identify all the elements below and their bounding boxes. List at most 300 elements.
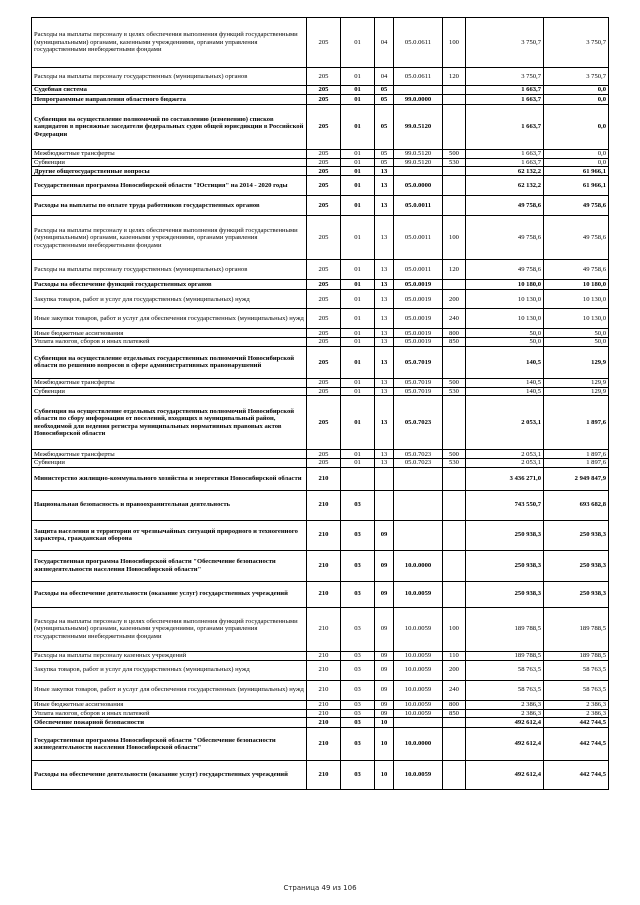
- cell-amount-approved: 492 612,4: [466, 728, 544, 761]
- cell-amount-executed: 250 938,3: [544, 581, 609, 607]
- cell-name: Межбюджетные трансферты: [32, 450, 307, 459]
- cell-name: Расходы на выплаты персоналу в целях обеспечения выполнения функций государственными (муниципальными) органами, казенными учреждениями, органами управления государственными внебюджетными фондами: [32, 607, 307, 651]
- table-row: [32, 86, 609, 95]
- cell-grbs: 210: [307, 581, 341, 607]
- cell-subsection: 09: [375, 709, 394, 717]
- cell-expense-type: [443, 280, 466, 290]
- cell-target-article: 99.0.5120: [394, 159, 443, 167]
- cell-name: Закупка товаров, работ и услуг для государственных (муниципальных) нужд: [32, 290, 307, 309]
- cell-target-article: 05.0.0019: [394, 290, 443, 309]
- cell-target-article: 99.0.5120: [394, 150, 443, 159]
- table-row: [32, 520, 609, 550]
- cell-expense-type: 120: [443, 68, 466, 86]
- cell-expense-type: [443, 581, 466, 607]
- cell-amount-approved: 2 053,1: [466, 450, 544, 459]
- cell-name: Расходы на обеспечение деятельности (оказание услуг) государственных учреждений: [32, 761, 307, 790]
- cell-amount-approved: 189 788,5: [466, 607, 544, 651]
- cell-grbs: 210: [307, 550, 341, 581]
- cell-expense-type: 200: [443, 290, 466, 309]
- table-row: [32, 378, 609, 387]
- cell-expense-type: 500: [443, 450, 466, 459]
- table-row: [32, 680, 609, 700]
- cell-grbs: 205: [307, 216, 341, 260]
- cell-amount-approved: 1 663,7: [466, 95, 544, 105]
- cell-name: Национальная безопасность и правоохранительная деятельность: [32, 490, 307, 520]
- cell-name: Расходы на выплаты персоналу в целях обеспечения выполнения функций государственными (муниципальными) органами, казенными учреждениями, органами управления государственными внебюджетными фондами: [32, 18, 307, 68]
- cell-name: Расходы на выплаты персоналу государственных (муниципальных) органов: [32, 260, 307, 280]
- cell-name: Министерство жилищно-коммунального хозяйства и энергетики Новосибирской области: [32, 467, 307, 490]
- cell-amount-approved: 3 750,7: [466, 18, 544, 68]
- cell-section: 03: [341, 709, 375, 717]
- cell-section: 03: [341, 550, 375, 581]
- cell-target-article: 10.0.0059: [394, 680, 443, 700]
- cell-section: 01: [341, 459, 375, 467]
- cell-amount-executed: 0,0: [544, 159, 609, 167]
- cell-target-article: 05.0.0019: [394, 329, 443, 338]
- cell-target-article: 05.0.7019: [394, 387, 443, 395]
- cell-target-article: 05.0.0011: [394, 216, 443, 260]
- cell-expense-type: 100: [443, 607, 466, 651]
- cell-grbs: 205: [307, 387, 341, 395]
- cell-section: 01: [341, 387, 375, 395]
- table-row: [32, 607, 609, 651]
- cell-subsection: 13: [375, 196, 394, 216]
- cell-target-article: 05.0.0019: [394, 338, 443, 346]
- table-row: [32, 159, 609, 167]
- cell-amount-executed: 2 386,3: [544, 709, 609, 717]
- cell-subsection: 10: [375, 761, 394, 790]
- cell-target-article: 99.0.5120: [394, 105, 443, 150]
- cell-subsection: 13: [375, 329, 394, 338]
- cell-grbs: 210: [307, 467, 341, 490]
- cell-amount-approved: 189 788,5: [466, 651, 544, 660]
- cell-amount-executed: 0,0: [544, 86, 609, 95]
- table-row: [32, 338, 609, 346]
- cell-amount-executed: 2 386,3: [544, 700, 609, 709]
- table-row: [32, 467, 609, 490]
- cell-subsection: 13: [375, 346, 394, 378]
- cell-expense-type: [443, 728, 466, 761]
- cell-section: 03: [341, 581, 375, 607]
- cell-grbs: 205: [307, 260, 341, 280]
- cell-amount-executed: 129,9: [544, 346, 609, 378]
- cell-section: 01: [341, 346, 375, 378]
- cell-subsection: 13: [375, 450, 394, 459]
- cell-name: Закупка товаров, работ и услуг для государственных (муниципальных) нужд: [32, 660, 307, 680]
- cell-section: 01: [341, 105, 375, 150]
- cell-subsection: 13: [375, 378, 394, 387]
- cell-grbs: 210: [307, 700, 341, 709]
- cell-expense-type: 110: [443, 651, 466, 660]
- cell-target-article: 10.0.0059: [394, 581, 443, 607]
- cell-name: Уплата налогов, сборов и иных платежей: [32, 709, 307, 717]
- table-row: [32, 260, 609, 280]
- page-number: Страница 49 из 106: [283, 884, 357, 892]
- cell-subsection: 05: [375, 86, 394, 95]
- cell-target-article: [394, 86, 443, 95]
- cell-subsection: 10: [375, 718, 394, 728]
- cell-amount-executed: 3 750,7: [544, 18, 609, 68]
- cell-name: Уплата налогов, сборов и иных платежей: [32, 338, 307, 346]
- table-row: [32, 728, 609, 761]
- cell-amount-executed: 10 130,0: [544, 290, 609, 309]
- cell-section: 01: [341, 260, 375, 280]
- cell-section: 01: [341, 68, 375, 86]
- table-row: [32, 290, 609, 309]
- cell-amount-approved: 62 132,2: [466, 167, 544, 176]
- table-row: [32, 280, 609, 290]
- cell-name: Другие общегосударственные вопросы: [32, 167, 307, 176]
- cell-section: 01: [341, 338, 375, 346]
- cell-subsection: 13: [375, 280, 394, 290]
- table-row: [32, 651, 609, 660]
- cell-amount-executed: 250 938,3: [544, 550, 609, 581]
- cell-expense-type: [443, 718, 466, 728]
- cell-name: Расходы на выплаты персоналу государственных (муниципальных) органов: [32, 68, 307, 86]
- cell-grbs: 205: [307, 86, 341, 95]
- cell-amount-approved: 58 763,5: [466, 680, 544, 700]
- cell-section: 01: [341, 396, 375, 450]
- budget-table: [31, 17, 609, 790]
- cell-subsection: 13: [375, 216, 394, 260]
- cell-section: 03: [341, 718, 375, 728]
- cell-target-article: [394, 520, 443, 550]
- cell-amount-approved: 49 758,6: [466, 196, 544, 216]
- table-row: [32, 490, 609, 520]
- cell-name: Иные закупки товаров, работ и услуг для обеспечения государственных (муниципальных) нужд: [32, 680, 307, 700]
- cell-amount-executed: 189 788,5: [544, 607, 609, 651]
- cell-expense-type: [443, 396, 466, 450]
- cell-section: 01: [341, 290, 375, 309]
- cell-grbs: 205: [307, 338, 341, 346]
- cell-expense-type: 530: [443, 459, 466, 467]
- cell-expense-type: 850: [443, 338, 466, 346]
- cell-section: 01: [341, 329, 375, 338]
- table-row: [32, 550, 609, 581]
- cell-grbs: 205: [307, 18, 341, 68]
- cell-name: Расходы на выплаты персоналу в целях обеспечения выполнения функций государственными (муниципальными) органами, казенными учреждениями, органами управления государственными внебюджетными фондами: [32, 216, 307, 260]
- table-row: [32, 329, 609, 338]
- cell-target-article: 10.0.0059: [394, 709, 443, 717]
- cell-amount-executed: 250 938,3: [544, 520, 609, 550]
- table-row: [32, 309, 609, 329]
- cell-amount-approved: 1 663,7: [466, 159, 544, 167]
- cell-amount-approved: 2 386,3: [466, 709, 544, 717]
- cell-amount-approved: 50,0: [466, 329, 544, 338]
- cell-expense-type: 850: [443, 709, 466, 717]
- cell-section: 01: [341, 378, 375, 387]
- cell-target-article: 05.0.0019: [394, 280, 443, 290]
- cell-target-article: 05.0.7023: [394, 459, 443, 467]
- cell-amount-executed: 49 758,6: [544, 216, 609, 260]
- cell-subsection: 13: [375, 290, 394, 309]
- cell-expense-type: [443, 105, 466, 150]
- cell-grbs: 210: [307, 490, 341, 520]
- cell-amount-executed: 61 966,1: [544, 167, 609, 176]
- cell-section: 03: [341, 728, 375, 761]
- cell-amount-executed: 61 966,1: [544, 176, 609, 196]
- cell-section: 03: [341, 490, 375, 520]
- cell-name: Иные закупки товаров, работ и услуг для обеспечения государственных (муниципальных) нужд: [32, 309, 307, 329]
- cell-section: 03: [341, 607, 375, 651]
- table-row: [32, 18, 609, 68]
- cell-section: 01: [341, 95, 375, 105]
- cell-expense-type: 240: [443, 309, 466, 329]
- cell-grbs: 210: [307, 718, 341, 728]
- cell-target-article: 05.0.7019: [394, 378, 443, 387]
- cell-expense-type: 240: [443, 680, 466, 700]
- cell-amount-approved: 50,0: [466, 338, 544, 346]
- cell-subsection: 09: [375, 520, 394, 550]
- cell-amount-executed: 3 750,7: [544, 68, 609, 86]
- cell-expense-type: 500: [443, 150, 466, 159]
- cell-target-article: [394, 167, 443, 176]
- cell-expense-type: [443, 86, 466, 95]
- cell-expense-type: [443, 196, 466, 216]
- cell-name: Субвенции: [32, 387, 307, 395]
- cell-amount-executed: 0,0: [544, 150, 609, 159]
- cell-grbs: 205: [307, 396, 341, 450]
- cell-section: [341, 467, 375, 490]
- cell-name: Обеспечение пожарной безопасности: [32, 718, 307, 728]
- cell-section: 03: [341, 651, 375, 660]
- cell-amount-executed: 0,0: [544, 95, 609, 105]
- cell-expense-type: [443, 490, 466, 520]
- cell-target-article: 10.0.0059: [394, 651, 443, 660]
- cell-subsection: [375, 490, 394, 520]
- cell-grbs: 205: [307, 329, 341, 338]
- cell-target-article: 05.0.0611: [394, 68, 443, 86]
- cell-amount-executed: 10 180,0: [544, 280, 609, 290]
- cell-target-article: 05.0.0000: [394, 176, 443, 196]
- cell-target-article: 10.0.0059: [394, 761, 443, 790]
- cell-target-article: 10.0.0000: [394, 550, 443, 581]
- cell-subsection: 10: [375, 728, 394, 761]
- cell-expense-type: [443, 467, 466, 490]
- cell-amount-executed: 10 130,0: [544, 309, 609, 329]
- cell-amount-approved: 58 763,5: [466, 660, 544, 680]
- cell-subsection: 05: [375, 105, 394, 150]
- cell-amount-approved: 2 053,1: [466, 459, 544, 467]
- cell-amount-approved: 10 130,0: [466, 309, 544, 329]
- cell-amount-approved: 49 758,6: [466, 260, 544, 280]
- cell-amount-approved: 140,5: [466, 378, 544, 387]
- cell-target-article: 99.0.0000: [394, 95, 443, 105]
- cell-amount-executed: 442 744,5: [544, 761, 609, 790]
- table-row: [32, 387, 609, 395]
- cell-amount-executed: 693 682,8: [544, 490, 609, 520]
- cell-name: Субвенция на осуществление отдельных государственных полномочий Новосибирской области по сбору информации от поселений, входящих в муниципальный район, необходимой для ведения регистра муниципальных нормативных правовых актов Новосибирской области: [32, 396, 307, 450]
- table-row: [32, 196, 609, 216]
- cell-section: 03: [341, 520, 375, 550]
- cell-amount-approved: 1 663,7: [466, 86, 544, 95]
- cell-name: Субвенции: [32, 159, 307, 167]
- cell-subsection: 13: [375, 459, 394, 467]
- cell-section: 01: [341, 280, 375, 290]
- cell-expense-type: [443, 95, 466, 105]
- cell-amount-approved: 1 663,7: [466, 150, 544, 159]
- cell-section: 01: [341, 176, 375, 196]
- cell-amount-executed: 50,0: [544, 338, 609, 346]
- cell-target-article: 10.0.0059: [394, 660, 443, 680]
- cell-section: 01: [341, 450, 375, 459]
- cell-expense-type: [443, 761, 466, 790]
- cell-expense-type: 100: [443, 216, 466, 260]
- cell-grbs: 210: [307, 607, 341, 651]
- cell-grbs: 205: [307, 68, 341, 86]
- cell-grbs: 205: [307, 150, 341, 159]
- cell-section: 01: [341, 150, 375, 159]
- cell-subsection: 13: [375, 309, 394, 329]
- cell-target-article: [394, 718, 443, 728]
- cell-amount-approved: 10 180,0: [466, 280, 544, 290]
- cell-amount-approved: 492 612,4: [466, 761, 544, 790]
- cell-subsection: 13: [375, 176, 394, 196]
- cell-grbs: 205: [307, 346, 341, 378]
- cell-target-article: 05.0.0611: [394, 18, 443, 68]
- cell-name: Защита населения и территории от чрезвычайных ситуаций природного и техногенного характера, гражданская оборона: [32, 520, 307, 550]
- cell-grbs: 210: [307, 520, 341, 550]
- cell-name: Межбюджетные трансферты: [32, 378, 307, 387]
- cell-amount-approved: 2 053,1: [466, 396, 544, 450]
- cell-subsection: 09: [375, 607, 394, 651]
- table-row: [32, 346, 609, 378]
- cell-subsection: 13: [375, 338, 394, 346]
- cell-amount-executed: 129,9: [544, 378, 609, 387]
- cell-subsection: 09: [375, 660, 394, 680]
- cell-amount-executed: 0,0: [544, 105, 609, 150]
- cell-expense-type: 530: [443, 159, 466, 167]
- cell-grbs: 205: [307, 280, 341, 290]
- cell-section: 01: [341, 309, 375, 329]
- table-row: [32, 216, 609, 260]
- cell-expense-type: [443, 520, 466, 550]
- cell-target-article: 10.0.0059: [394, 607, 443, 651]
- cell-subsection: 09: [375, 651, 394, 660]
- cell-amount-executed: 58 763,5: [544, 680, 609, 700]
- cell-name: Иные бюджетные ассигнования: [32, 700, 307, 709]
- cell-amount-executed: 58 763,5: [544, 660, 609, 680]
- cell-expense-type: [443, 176, 466, 196]
- cell-grbs: 205: [307, 167, 341, 176]
- cell-subsection: 09: [375, 581, 394, 607]
- cell-amount-executed: 129,9: [544, 387, 609, 395]
- cell-amount-executed: 1 897,6: [544, 396, 609, 450]
- cell-section: 01: [341, 167, 375, 176]
- cell-grbs: 205: [307, 450, 341, 459]
- cell-subsection: 09: [375, 700, 394, 709]
- cell-amount-approved: 62 132,2: [466, 176, 544, 196]
- cell-target-article: 05.0.0019: [394, 309, 443, 329]
- table-row: [32, 581, 609, 607]
- cell-grbs: 205: [307, 290, 341, 309]
- cell-amount-executed: 442 744,5: [544, 728, 609, 761]
- table-row: [32, 718, 609, 728]
- table-row: [32, 150, 609, 159]
- cell-amount-executed: 49 758,6: [544, 196, 609, 216]
- table-row: [32, 709, 609, 717]
- cell-grbs: 210: [307, 660, 341, 680]
- cell-subsection: 05: [375, 159, 394, 167]
- cell-grbs: 210: [307, 761, 341, 790]
- cell-amount-approved: 10 130,0: [466, 290, 544, 309]
- cell-amount-executed: 1 897,6: [544, 450, 609, 459]
- cell-subsection: 04: [375, 18, 394, 68]
- cell-amount-executed: 1 897,6: [544, 459, 609, 467]
- cell-subsection: 05: [375, 150, 394, 159]
- cell-target-article: 10.0.0059: [394, 700, 443, 709]
- cell-subsection: 05: [375, 95, 394, 105]
- cell-expense-type: 800: [443, 329, 466, 338]
- table-row: [32, 396, 609, 450]
- cell-target-article: 05.0.7023: [394, 396, 443, 450]
- cell-grbs: 205: [307, 459, 341, 467]
- cell-amount-approved: 492 612,4: [466, 718, 544, 728]
- cell-section: 01: [341, 86, 375, 95]
- table-row: [32, 459, 609, 467]
- cell-target-article: 05.0.0011: [394, 196, 443, 216]
- cell-amount-approved: 2 386,3: [466, 700, 544, 709]
- cell-expense-type: 500: [443, 378, 466, 387]
- cell-subsection: 13: [375, 260, 394, 280]
- table-row: [32, 176, 609, 196]
- cell-target-article: 05.0.0011: [394, 260, 443, 280]
- cell-expense-type: 800: [443, 700, 466, 709]
- cell-amount-approved: 250 938,3: [466, 550, 544, 581]
- cell-expense-type: 100: [443, 18, 466, 68]
- table-row: [32, 95, 609, 105]
- cell-subsection: 09: [375, 680, 394, 700]
- table-row: [32, 450, 609, 459]
- cell-amount-approved: 140,5: [466, 387, 544, 395]
- cell-amount-approved: 250 938,3: [466, 581, 544, 607]
- cell-subsection: 13: [375, 396, 394, 450]
- cell-name: Государственная программа Новосибирской области "Обеспечение безопасности жизнедеятельности населения Новосибирской области": [32, 728, 307, 761]
- cell-amount-approved: 1 663,7: [466, 105, 544, 150]
- table-row: [32, 167, 609, 176]
- cell-section: 01: [341, 18, 375, 68]
- cell-name: Расходы на выплаты персоналу казенных учреждений: [32, 651, 307, 660]
- cell-section: 03: [341, 700, 375, 709]
- cell-expense-type: [443, 550, 466, 581]
- cell-grbs: 210: [307, 680, 341, 700]
- cell-grbs: 205: [307, 378, 341, 387]
- cell-subsection: [375, 467, 394, 490]
- cell-section: 03: [341, 680, 375, 700]
- cell-name: Расходы на обеспечение функций государственных органов: [32, 280, 307, 290]
- cell-name: Межбюджетные трансферты: [32, 150, 307, 159]
- cell-amount-approved: 140,5: [466, 346, 544, 378]
- cell-target-article: [394, 467, 443, 490]
- table-row: [32, 105, 609, 150]
- table-row: [32, 68, 609, 86]
- cell-amount-executed: 189 788,5: [544, 651, 609, 660]
- cell-section: 03: [341, 761, 375, 790]
- cell-name: Субвенция на осуществление отдельных государственных полномочий Новосибирской области по решению вопросов в сфере административных правонарушений: [32, 346, 307, 378]
- cell-expense-type: [443, 167, 466, 176]
- table-row: [32, 761, 609, 790]
- cell-grbs: 205: [307, 176, 341, 196]
- cell-name: Государственная программа Новосибирской области "Юстиция" на 2014 - 2020 годы: [32, 176, 307, 196]
- cell-subsection: 13: [375, 167, 394, 176]
- cell-name: Иные бюджетные ассигнования: [32, 329, 307, 338]
- cell-amount-approved: 3 750,7: [466, 68, 544, 86]
- cell-name: Расходы на выплаты по оплате труда работников государственных органов: [32, 196, 307, 216]
- cell-subsection: 13: [375, 387, 394, 395]
- cell-target-article: 05.0.7023: [394, 450, 443, 459]
- cell-grbs: 205: [307, 196, 341, 216]
- cell-grbs: 205: [307, 105, 341, 150]
